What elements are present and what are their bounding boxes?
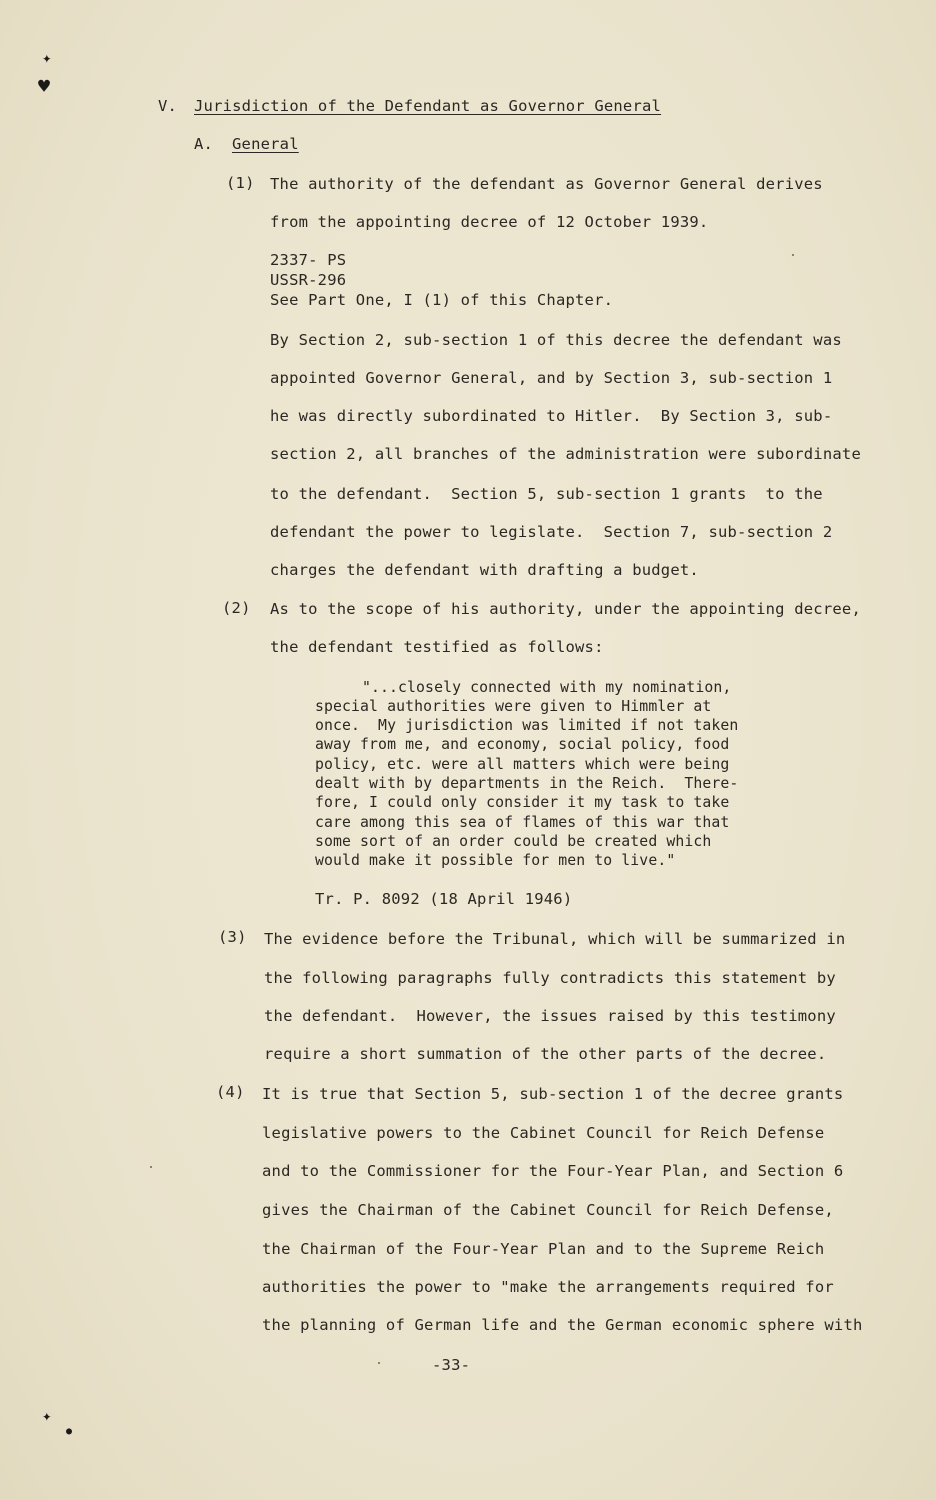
paragraph-number: (3) xyxy=(218,928,247,946)
paragraph-line: authorities the power to "make the arrangements required for xyxy=(262,1278,834,1296)
paragraph-line: legislative powers to the Cabinet Council for Reich Defense xyxy=(262,1124,825,1142)
paragraph-number: (4) xyxy=(216,1083,245,1101)
quote-line: once. My jurisdiction was limited if not taken xyxy=(315,717,739,734)
quote-line: fore, I could only consider it my task to take xyxy=(315,794,730,811)
paragraph-line: from the appointing decree of 12 October 1939. xyxy=(270,213,709,231)
quote-line: away from me, and economy, social policy, food xyxy=(315,736,730,753)
quote-line: would make it possible for men to live." xyxy=(315,852,676,869)
binder-hole-mark: ✦ xyxy=(42,48,52,67)
paragraph-line: appointed Governor General, and by Section 3, sub-section 1 xyxy=(270,369,833,387)
quote-line: policy, etc. were all matters which were being xyxy=(315,756,730,773)
quote-line: special authorities were given to Himmler at xyxy=(315,698,712,715)
paragraph-line: section 2, all branches of the administration were subordinate xyxy=(270,445,861,463)
binder-hole-mark: ✦ xyxy=(42,1406,52,1425)
document-reference: 2337- PS xyxy=(270,251,347,269)
document-reference: USSR-296 xyxy=(270,271,347,289)
cross-reference: See Part One, I (1) of this Chapter. xyxy=(270,291,614,309)
transcript-citation: Tr. P. 8092 (18 April 1946) xyxy=(315,890,573,908)
binder-hole-mark: ♥ xyxy=(38,74,51,98)
quote-line: "...closely connected with my nomination, xyxy=(362,679,732,696)
paragraph-line: The evidence before the Tribunal, which will be summarized in xyxy=(264,930,846,948)
quote-line: care among this sea of flames of this war that xyxy=(315,814,730,831)
paragraph-line: As to the scope of his authority, under the appointing decree, xyxy=(270,600,861,618)
paper-speck xyxy=(150,1166,152,1168)
paragraph-line: The authority of the defendant as Governor General derives xyxy=(270,175,823,193)
paragraph-line: the planning of German life and the German economic sphere with xyxy=(262,1316,863,1334)
paper-speck xyxy=(792,254,794,256)
paragraph-line: gives the Chairman of the Cabinet Council for Reich Defense, xyxy=(262,1201,834,1219)
paragraph-line: It is true that Section 5, sub-section 1 of the decree grants xyxy=(262,1085,844,1103)
paragraph-line: he was directly subordinated to Hitler. By Section 3, sub- xyxy=(270,407,833,425)
binder-hole-mark: ● xyxy=(66,1426,73,1437)
paragraph-line: charges the defendant with drafting a budget. xyxy=(270,561,699,579)
section-title: Jurisdiction of the Defendant as Governor General xyxy=(194,97,662,115)
paragraph-line: to the defendant. Section 5, sub-section 1 grants to the xyxy=(270,485,823,503)
page-number: -33- xyxy=(432,1356,471,1374)
paragraph-number: (1) xyxy=(226,174,255,192)
section-number: V. xyxy=(158,97,178,115)
paragraph-line: the Chairman of the Four-Year Plan and to the Supreme Reich xyxy=(262,1240,825,1258)
subsection-title: General xyxy=(232,135,299,153)
paragraph-line: the defendant testified as follows: xyxy=(270,638,604,656)
paragraph-line: By Section 2, sub-section 1 of this decree the defendant was xyxy=(270,331,842,349)
paragraph-line: and to the Commissioner for the Four-Year Plan, and Section 6 xyxy=(262,1162,844,1180)
quote-line: dealt with by departments in the Reich. There- xyxy=(315,775,739,792)
subsection-letter: A. xyxy=(194,135,214,153)
paragraph-line: the following paragraphs fully contradicts this statement by xyxy=(264,969,836,987)
paragraph-line: defendant the power to legislate. Section 7, sub-section 2 xyxy=(270,523,833,541)
paragraph-line: require a short summation of the other parts of the decree. xyxy=(264,1045,827,1063)
paragraph-line: the defendant. However, the issues raised by this testimony xyxy=(264,1007,836,1025)
quote-line: some sort of an order could be created which xyxy=(315,833,712,850)
paragraph-number: (2) xyxy=(222,599,251,617)
paper-speck xyxy=(378,1362,380,1364)
